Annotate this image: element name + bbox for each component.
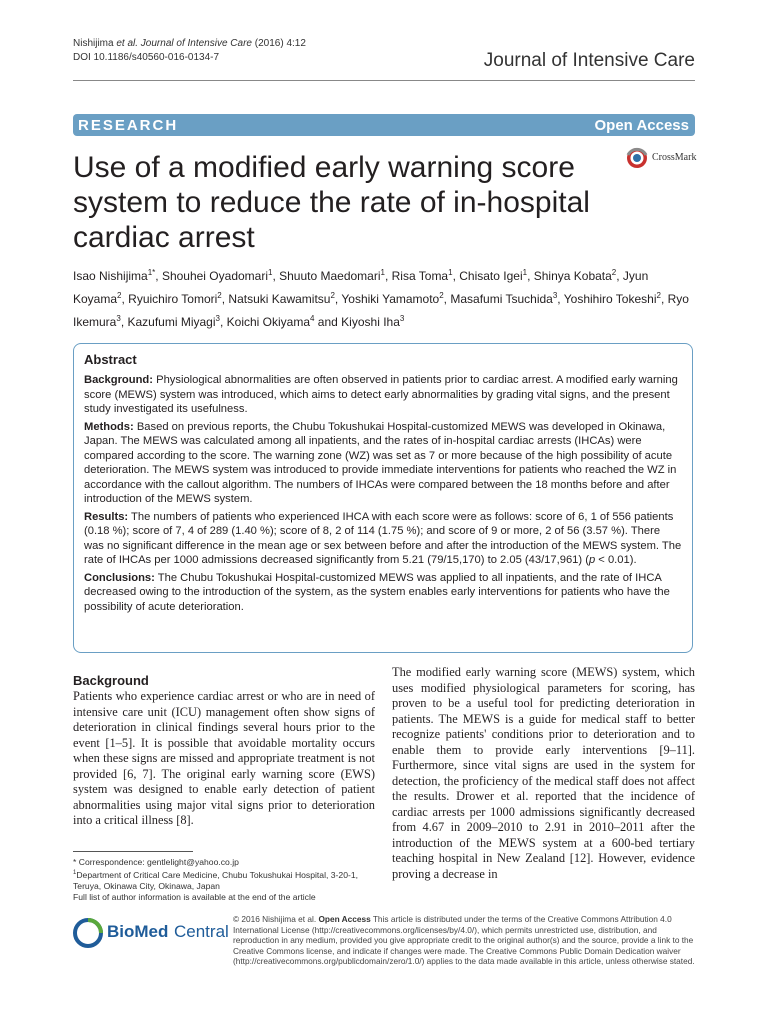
biomed-central-logo[interactable]: [73, 912, 229, 952]
abstract-background: [84, 373, 682, 417]
citation-volume: (2016) 4:12: [251, 38, 306, 49]
biomed-central-icon: [73, 918, 103, 948]
author-name[interactable]: Jyun Koyama: [73, 269, 649, 306]
author-name[interactable]: Isao Nishijima: [73, 269, 148, 283]
abstract-methods-text: Based on previous reports, the Chubu Tokushukai Hospital-customized MEWS was developed in Okinawa, Japan. The MEWS was calculated among all inpatients, and the rates of in-hospital cardiac arrests (IHCAs) were compared according to the score. The warning zone (WZ) was set as 7 or more because of the high possibility of acute deterioration. The MEWS system was introduced to provide immediate interventions for patients who reached the WZ in accordance with the callout algorithm. The numbers of IHCAs were compared between the 18 months before and after introduction of the MEWS system.: [84, 420, 677, 505]
background-right-column: The modified early warning score (MEWS) system, which uses modified physiological parameters for scoring, has proven to be a useful tool for predicting deterioration in patients. The MEWS is a guide for medical staff to better recognize patients' conditions prior to deterioration and to enable them to provide early interventions [9–11]. Furthermore, since vital signs are used in the system for detection, the proficiency of the medical staff does not affect the results. Drower et al. reported that the incidence of cardiac arrests per 1000 admissions significantly decreased from 4.67 in 2009–2010 to 2.91 in 2010–2011 after the introduction of the MEWS system at a 600-bed tertiary teaching hospital in New Zealand [12]. However, evidence proving a decrease in: [392, 665, 695, 881]
abstract-results: [84, 510, 682, 568]
footnote-divider: [73, 851, 193, 852]
author-affiliation-number: 3: [399, 314, 405, 323]
abstract-box: [73, 343, 693, 653]
author-name[interactable]: Koichi Okiyama: [226, 315, 311, 329]
abstract-methods: [84, 420, 682, 507]
author-name[interactable]: Shouhei Oyadomari: [161, 269, 268, 283]
author-affiliation-number: 1: [448, 268, 453, 277]
article-type-banner: [73, 114, 695, 136]
p-value-symbol: p: [588, 554, 596, 566]
author-name[interactable]: Shuuto Maedomari: [279, 269, 381, 283]
author-affiliation-number: 4: [310, 314, 315, 323]
abstract-conclusions-text: The Chubu Tokushukai Hospital-customized MEWS was applied to all inpatients, and the rate of IHCA decreased owing to the introduction of the system, as the system enables early interventions for patients who have the possibility of acute deterioration.: [84, 571, 670, 613]
citation-header: [73, 37, 306, 65]
abstract-conclusions-label: Conclusions:: [84, 571, 155, 584]
central-wordmark: Central: [174, 922, 229, 941]
author-affiliation-number: 1: [380, 268, 385, 277]
article-title: Use of a modified early warning score system to reduce the rate of in-hospital cardiac arrest: [73, 151, 590, 254]
author-affiliation-number: 2: [656, 291, 661, 300]
author-name[interactable]: Chisato Igei: [459, 269, 523, 283]
biomed-wordmark: BioMed: [107, 922, 169, 941]
abstract-results-text: The numbers of patients who experienced IHCA with each score were as follows: score of 6, 1 of 556 patients (0.18 %); score of 7, 4 of 289 (1.40 %); score of 8, 2 of 114 (1.75 %); and score of 9 or more, 2 of 56 (3.57 %). There was no significant difference in the mean age or sex between before and after the introduction of the MEWS system. The rate of IHCAs per 1000 admissions decreased significantly from 5.21 (79/15,170) to 2.05 (43/17,961) (: [84, 510, 682, 566]
crossmark-badge[interactable]: [626, 147, 700, 169]
abstract-background-label: Background:: [84, 374, 153, 386]
article-type-label: RESEARCH: [78, 117, 179, 134]
author-affiliation-number: 2: [217, 291, 222, 300]
author-name[interactable]: Yoshiki Yamamoto: [341, 292, 440, 306]
author-affiliation-number: 3: [215, 314, 220, 323]
abstract-methods-label: Methods:: [84, 420, 134, 433]
author-info-note: Full list of author information is available at the end of the article: [73, 891, 316, 902]
author-affiliation-number: 1*: [147, 268, 156, 277]
author-name[interactable]: Yoshihiro Tokeshi: [563, 292, 657, 306]
author-affiliation-number: 2: [330, 291, 335, 300]
author-conjunction: and: [314, 315, 342, 329]
affiliation: [73, 868, 375, 892]
abstract-heading: Abstract: [84, 352, 137, 367]
author-affiliation-number: 2: [117, 291, 122, 300]
license-copyright: © 2016 Nishijima et al.: [233, 914, 319, 924]
author-name[interactable]: Risa Toma: [391, 269, 449, 283]
author-name[interactable]: Kazufumi Miyagi: [127, 315, 216, 329]
license-text: This article is distributed under the terms of the Creative Commons Attribution 4.0 International License (http://creativecommons.org/licenses/by/4.0/), which permits unrestricted use, distribution, and reproduction in any medium, provided you give appropriate credit to the original author(s) and the source, provide a link to the Creative Commons license, and indicate if changes were made. The Creative Commons Public Domain Dedication waiver (http://creativecommons.org/publicdomain/zero/1.0/) applies to the data made available in this article, unless otherwise stated.: [233, 914, 695, 967]
author-affiliation-number: 3: [116, 314, 121, 323]
author-list: Isao Nishijima$^{1*}$, Shouhei Oyadomari$^1$, Shuuto Maedomari$^1$, Risa Toma$^1$, Chisato Igei$^1$, Shinya Kobata$^2$, Jyun Koyama$^2$, Ryuichiro Tomori$^2$, Natsuki Kawamitsu$^2$, Yoshiki Yamamoto$^2$, Masafumi Tsuchida$^3$, Yoshihiro Tokeshi$^2$, Ryo Ikemura$^3$, Kazufumi Miyagi$^3$, Koichi Okiyama$^4$ and Kiyoshi Iha$^3$: [73, 268, 689, 329]
affiliation-number: 1: [73, 870, 77, 876]
header-divider: [73, 80, 695, 81]
author-name[interactable]: Masafumi Tsuchida: [450, 292, 553, 306]
author-affiliation-number: 2: [611, 268, 617, 277]
author-affiliation-number: 1: [522, 268, 528, 277]
abstract-results-label: Results:: [84, 510, 129, 523]
author-name[interactable]: Ryuichiro Tomori: [128, 292, 218, 306]
abstract-background-text: Physiological abnormalities are often observed in patients prior to cardiac arrest. A modified early warning score (MEWS) system was introduced, which aims to detect early abnormalities by grading vital signs, and the present study investigated its usefulness.: [84, 374, 678, 415]
background-left-column: Patients who experience cardiac arrest or who are in need of intensive care unit (ICU) management often show signs of deterioration in clinical findings several hours prior to the event [1–5]. It is possible that avoidable mortality occurs when these signs are missed and appropriate treatment is not provided [6, 7]. The original early warning score (EWS) system was designed to enable early detection of patient abnormalities using major vital signs prior to deterioration into a critical illness [8].: [73, 689, 375, 827]
author-affiliation-number: 3: [552, 291, 558, 300]
open-access-label: Open Access: [594, 117, 689, 134]
crossmark-label: CrossMark: [652, 152, 697, 163]
author-name[interactable]: Kiyoshi Iha: [341, 315, 400, 329]
affiliation-text: Department of Critical Care Medicine, Chubu Tokushukai Hospital, 3-20-1, Teruya, Okinawa City, Okinawa, Japan: [73, 869, 359, 891]
footnotes: [73, 857, 375, 903]
license-open-access: Open Access: [318, 914, 371, 924]
citation-journal: et al. Journal of Intensive Care: [116, 38, 252, 49]
abstract-conclusions: [84, 571, 682, 615]
license-statement: [233, 914, 695, 967]
citation-authors: Nishijima: [73, 38, 117, 49]
author-name[interactable]: Ryo Ikemura: [73, 292, 689, 329]
journal-name: Journal of Intensive Care: [483, 50, 695, 71]
correspondence-email[interactable]: * Correspondence: gentlelight@yahoo.co.jp: [73, 857, 239, 867]
author-affiliation-number: 2: [439, 291, 444, 300]
background-heading: Background: [73, 673, 149, 688]
author-name[interactable]: Natsuki Kawamitsu: [228, 292, 331, 306]
author-affiliation-number: 1: [268, 268, 273, 277]
author-name[interactable]: Shinya Kobata: [533, 269, 612, 283]
doi[interactable]: DOI 10.1186/s40560-016-0134-7: [73, 52, 220, 63]
abstract-results-end: < 0.01).: [595, 554, 637, 566]
